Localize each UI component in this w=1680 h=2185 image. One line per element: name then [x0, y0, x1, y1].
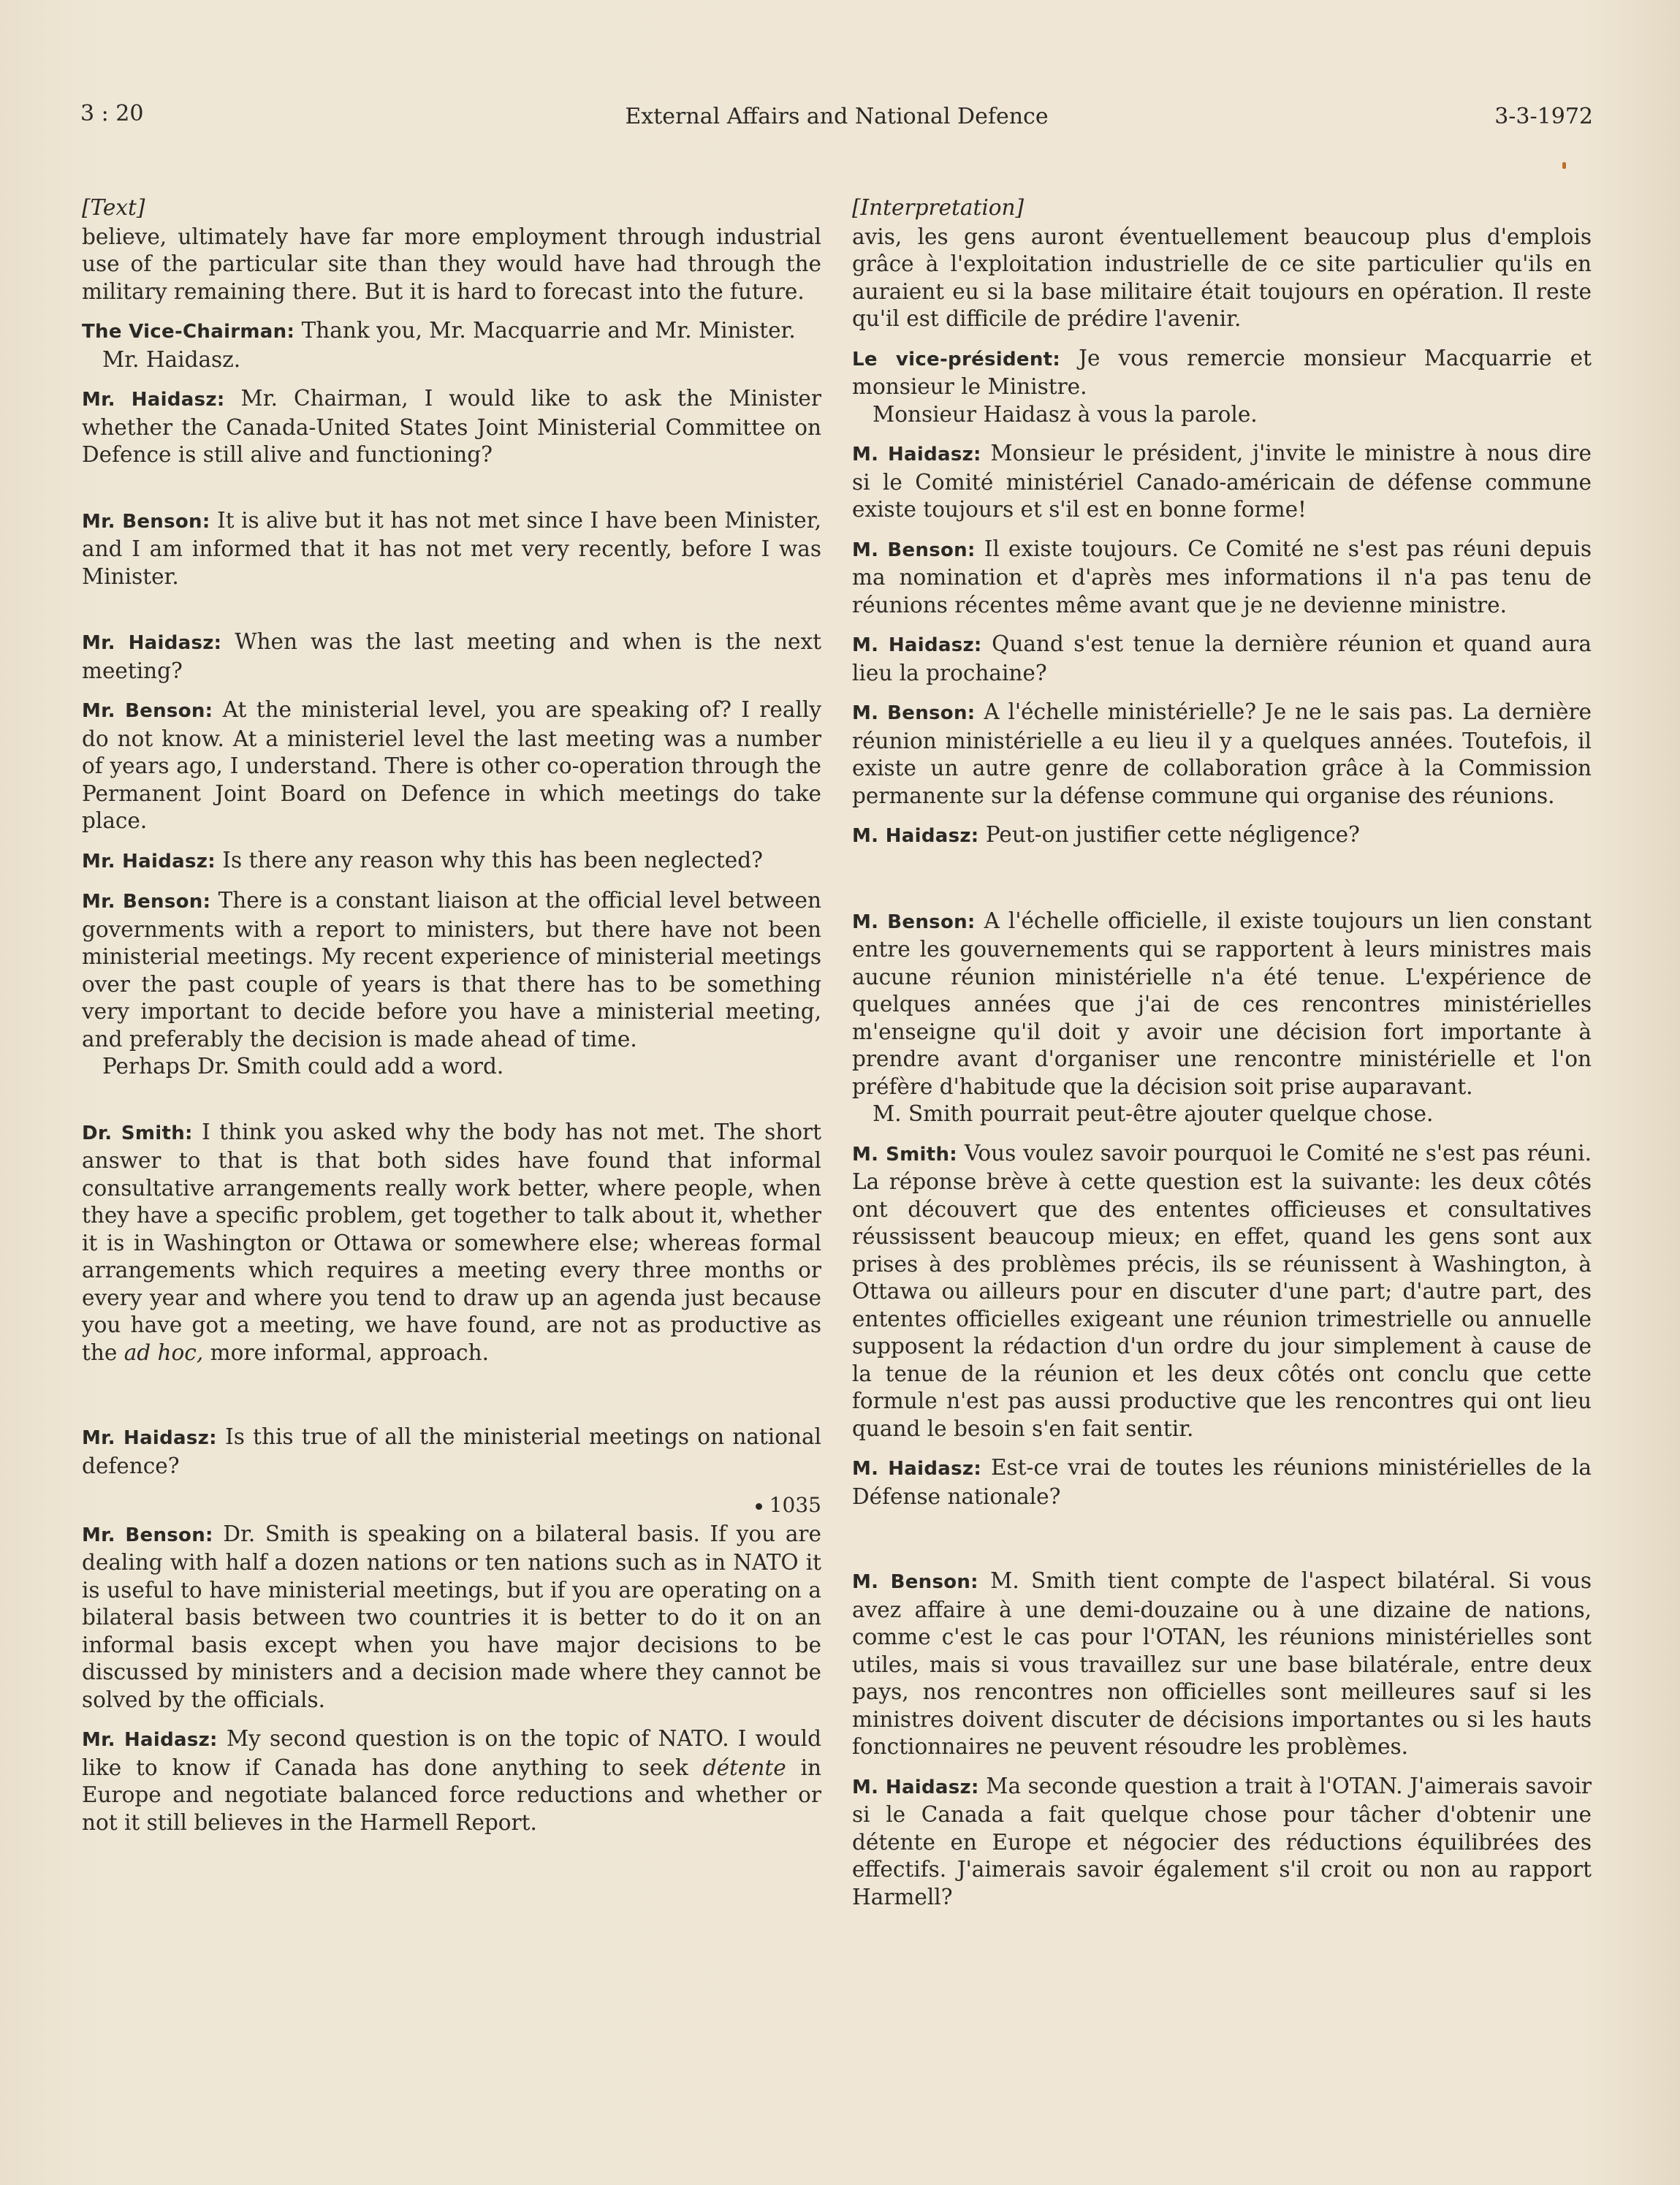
speech-text: A l'échelle officielle, il existe toujours un lien constant entre les gouvernements qui se rapportent à leurs ministres mais aucune réunion ministérielle n'a été tenue. L'expérience de quelques années que j'ai de ces rencontres ministérielles m'enseigne qu'il doit y avoir une décision fort importante à prendre avant d'organiser une rencontre ministérielle et l'on préfère d'habitude que la décision soit prise auparavant.: [852, 908, 1592, 1099]
paragraph: [852, 536, 1592, 620]
paragraph: M. Smith pourrait peut-être ajouter quelque chose.: [873, 1101, 1434, 1126]
english-column: [82, 194, 821, 1848]
speaker-name: Mr. Haidasz:: [82, 632, 222, 654]
speech-text: Est-ce vrai de toutes les réunions ministérielles de la Défense nationale?: [852, 1455, 1592, 1509]
speaker-name: Mr. Benson:: [82, 510, 210, 533]
paragraph: [852, 821, 1592, 851]
speaker-name: The Vice-Chairman:: [82, 321, 295, 343]
speaker-name: Dr. Smith:: [82, 1122, 193, 1144]
speaker-name: Mr. Benson:: [82, 1524, 213, 1546]
paragraph: [82, 1521, 821, 1714]
speaker-name: M. Benson:: [852, 702, 976, 724]
speaker-name: Mr. Haidasz:: [82, 1729, 218, 1751]
page-header: [80, 101, 1593, 134]
paragraph: Perhaps Dr. Smith could add a word.: [102, 1054, 504, 1079]
paragraph: [852, 1773, 1592, 1912]
paragraph: Mr. Haidasz.: [102, 346, 241, 372]
speaker-name: M. Benson:: [852, 1571, 978, 1593]
speech-text: At the ministerial level, you are speaking of? I really do not know. At a ministeriel level the last meeting was a number of years ago, I understand. There is other co-operation through the Permanent Joint Board on Defence in which meetings do take place.: [82, 697, 821, 833]
bullet-icon: [756, 1503, 762, 1510]
speech-text: Mr. Chairman, I would like to ask the Minister whether the Canada-United States Joint Ministerial Committee on Defence is still alive and functioning?: [82, 386, 821, 467]
paragraph: [852, 699, 1592, 810]
speech-text: Peut-on justifier cette négligence?: [985, 822, 1360, 847]
italic-term: ad hoc,: [123, 1340, 204, 1365]
paragraph: [82, 696, 821, 835]
paragraph: avis, les gens auront éventuellement beaucoup plus d'emplois grâce à l'exploitation industrielle de ce site particulier qu'ils en auraient eu si la base militaire était toujours en opération. Il reste qu'il est difficile de prédire l'avenir.: [852, 224, 1592, 331]
time-marker: [82, 1492, 821, 1519]
spacer: [852, 1522, 1592, 1568]
speaker-name: Mr. Benson:: [82, 700, 213, 722]
paragraph: [82, 317, 821, 346]
speech-text: Monsieur le président, j'invite le ministre à nous dire si le Comité ministériel Canado-américain de défense commune existe toujours et s'il est en bonne forme!: [852, 441, 1592, 522]
speech-text: Dr. Smith is speaking on a bilateral basis. If you are dealing with half a dozen nations or ten nations such as in NATO it is useful to have ministerial meetings, but if you are operating on a bilateral basis between two countries it is better to do it on an informal basis except when you have major decisions to be discussed by ministers and a decision made where they cannot be solved by the officials.: [82, 1521, 821, 1712]
speech-text: There is a constant liaison at the official level between governments with a report to ministers, but there have not been ministerial meetings. My recent experience of ministerial meetings over the past couple of years is that there has to be something very important to decide before you have a ministerial meeting, and preferably the decision is made ahead of time.: [82, 888, 821, 1052]
paragraph: believe, ultimately have far more employment through industrial use of the particular site than they would have had through the military remaining there. But it is hard to forecast into the future.: [82, 224, 821, 304]
speaker-name: M. Haidasz:: [852, 634, 982, 656]
paragraph: Monsieur Haidasz à vous la parole.: [873, 401, 1258, 427]
speech-text: When was the last meeting and when is the next meeting?: [82, 629, 821, 683]
paragraph: [82, 1424, 821, 1480]
spacer: [82, 602, 821, 628]
paragraph: [82, 1119, 821, 1367]
paragraph: [82, 385, 821, 469]
spacer: [82, 1092, 821, 1119]
speaker-name: M. Haidasz:: [852, 444, 981, 466]
paragraph: [852, 440, 1592, 524]
paragraph: [852, 345, 1592, 401]
speech-text: Is there any reason why this has been neglected?: [222, 847, 763, 873]
speaker-name: Mr. Haidasz:: [82, 1427, 217, 1449]
spacer: [852, 862, 1592, 908]
speech-text: I think you asked why the body has not met. The short answer to that is that both sides have found that informal consultative arrangements really work better, where people, when they have a specific problem, get together to talk about it, whether it is in Washington or Ottawa or somewhere else; whereas formal arrangements which requires a meeting every three months or every year and where you tend to draw up an agenda just because you have got a meeting, we have found, are not as productive as the: [82, 1119, 821, 1365]
spacer: [82, 1378, 821, 1424]
italic-term: détente: [702, 1755, 786, 1780]
speech-text: Thank you, Mr. Macquarrie and Mr. Minister.: [301, 318, 796, 343]
speech-text: Is this true of all the ministerial meetings on national defence?: [82, 1424, 821, 1478]
running-title: External Affairs and National Defence: [625, 104, 1049, 129]
speaker-name: Mr. Haidasz:: [82, 389, 225, 411]
speech-text: Quand s'est tenue la dernière réunion et quand aura lieu la prochaine?: [852, 631, 1592, 685]
speaker-name: Le vice-président:: [852, 348, 1061, 370]
paragraph: [852, 1568, 1592, 1761]
speech-text: Vous voulez savoir pourquoi le Comité ne s'est pas réuni. La réponse brève à cette question est la suivante: les deux côtés ont découvert que des ententes officieuses et consultatives réussissent beaucoup mieux; en effet, quand les gens sont aux prises à des problèmes précis, ils se réunissent à Washington, à Ottawa ou ailleurs pour en discuter d'une part; d'autre part, des ententes officielles exigeant une réunion trimestrielle ou annuelle supposent la rédaction d'un ordre du jour simplement à cause de la tenue de la réunion et les deux côtés ont conclu que cette formule n'est pas aussi productive que les rencontres qui ont lieu quand le besoin s'en fait sentir.: [852, 1140, 1592, 1441]
speaker-name: M. Haidasz:: [852, 1458, 982, 1480]
paragraph: [82, 1725, 821, 1836]
speaker-name: Mr. Benson:: [82, 891, 211, 913]
speech-text: It is alive but it has not met since I have been Minister, and I am informed that it has not met very recently, before I was Minister.: [82, 507, 821, 589]
speaker-name: Mr. Haidasz:: [82, 850, 216, 873]
ink-mark: [1562, 162, 1566, 169]
speech-text: Il existe toujours. Ce Comité ne s'est pas réuni depuis ma nomination et d'après mes informations il n'a pas tenu de réunions récentes même avant que je ne devienne ministre.: [852, 536, 1592, 618]
speech-text: My second question is on the topic of NATO. I would like to know if Canada has done anything to seek: [82, 1726, 821, 1780]
speech-text: M. Smith tient compte de l'aspect bilatéral. Si vous avez affaire à une demi-douzaine ou à une dizaine de nations, comme c'est le cas pour l'OTAN, les réunions ministérielles sont utiles, mais si vous travaillez sur une base bilatérale, entre deux pays, nos rencontres non officielles sont meilleures sauf si les ministres doivent discuter de décisions importantes ou si les hauts fonctionnaires ne peuvent résoudre les problèmes.: [852, 1568, 1592, 1759]
column-label: [Text]: [82, 195, 145, 220]
paragraph: [82, 847, 821, 876]
column-label: [Interpretation]: [852, 195, 1025, 220]
speech-text: Je vous remercie monsieur Macquarrie et monsieur le Ministre.: [852, 345, 1592, 399]
speaker-name: M. Benson:: [852, 539, 976, 561]
paragraph: [852, 631, 1592, 687]
paragraph: [852, 1140, 1592, 1443]
page-number: 3 : 20: [80, 101, 144, 126]
paragraph: [852, 908, 1592, 1101]
paragraph: [852, 1454, 1592, 1510]
speaker-name: M. Smith:: [852, 1143, 957, 1166]
time-marker-text: 1035: [769, 1493, 821, 1517]
speech-text: in Europe and negotiate balanced force reductions and whether or not it still believes in the Harmell Report.: [82, 1755, 821, 1835]
paragraph: [82, 628, 821, 685]
speaker-name: M. Haidasz:: [852, 825, 979, 847]
speech-text: Ma seconde question a trait à l'OTAN. J'aimerais savoir si le Canada a fait quelque chose pour tâcher d'obtenir une détente en Europe et négocier des réductions équilibrées des effectifs. J'aimerais savoir également s'il croit ou non au rapport Harmell?: [852, 1773, 1592, 1910]
speaker-name: M. Haidasz:: [852, 1776, 979, 1798]
paragraph: [82, 887, 821, 1053]
speaker-name: M. Benson:: [852, 911, 976, 933]
speech-text: more informal, approach.: [210, 1340, 489, 1365]
header-date: 3-3-1972: [1494, 104, 1593, 129]
french-column: [852, 194, 1592, 1923]
speech-text: A l'échelle ministérielle? Je ne le sais pas. La dernière réunion ministérielle a eu lieu il y a quelques années. Toutefois, il existe un autre genre de collaboration grâce à la Commission permanente sur la défense commune qui organise des réunions.: [852, 699, 1592, 808]
spacer: [82, 481, 821, 507]
paragraph: [82, 507, 821, 591]
